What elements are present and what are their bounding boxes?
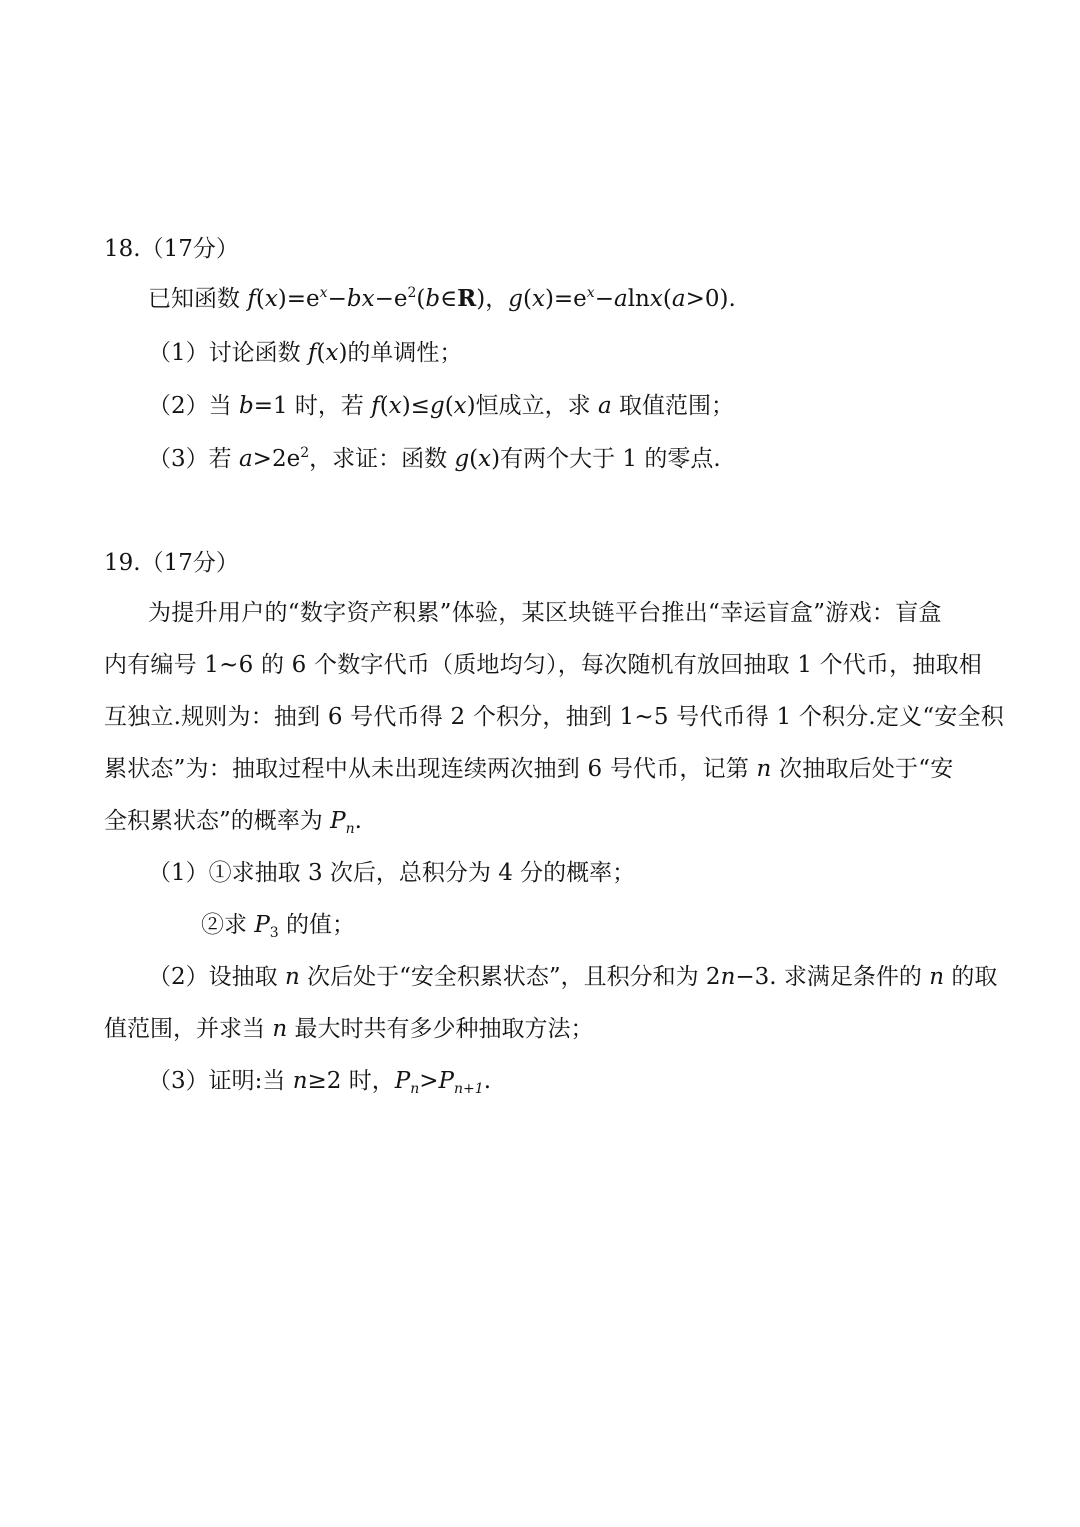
q19-line4: 累状态”为：抽取过程中从未出现连续两次抽到 6 号代币，记第 n 次抽取后处于“安 xyxy=(104,756,954,782)
q19-part1a: （1）①求抽取 3 次后，总积分为 4 分的概率； xyxy=(148,860,636,886)
q19-part2b: 值范围，并求当 n 最大时共有多少种抽取方法； xyxy=(104,1016,594,1042)
q18-part2: （2）当 b=1 时，若 f(x)≤g(x)恒成立，求 a 取值范围； xyxy=(148,393,734,419)
q19-line1: 为提升用户的“数字资产积累”体验，某区块链平台推出“幸运盲盒”游戏：盲盒 xyxy=(148,600,942,626)
q19-header: 19.（17分） xyxy=(104,550,239,576)
q19-part2a: （2）设抽取 n 次后处于“安全积累状态”，且积分和为 2n−3. 求满足条件的 n 的取 xyxy=(148,964,998,990)
q19-part3: （3）证明:当 n≥2 时，$P_n>P_{n+1}$. xyxy=(148,1068,491,1097)
q19-part1b: ②求 $P_3$ 的值； xyxy=(201,912,356,941)
q19-line3: 互独立.规则为：抽到 6 号代币得 2 个积分，抽到 1~5 号代币得 1 个积分.定义“安全积 xyxy=(104,704,1004,730)
q18-header: 18.（17分） xyxy=(104,236,239,262)
q18-intro: 已知函数 $f(x)=e^x-bx-e^2(b\in R)$，$g(x)=e^x-alnx(a>0)$. xyxy=(148,285,736,312)
q18-part3: （3）若 $a>2e^2$，求证：函数 g(x)有两个大于 1 的零点. xyxy=(148,445,721,472)
q19-line2: 内有编号 1~6 的 6 个数字代币（质地均匀），每次随机有放回抽取 1 个代币，抽取相 xyxy=(104,652,982,678)
q18-part1: （1）讨论函数 f(x)的单调性； xyxy=(148,340,463,366)
q19-line5: 全积累状态”的概率为 $P_n$. xyxy=(104,808,362,837)
